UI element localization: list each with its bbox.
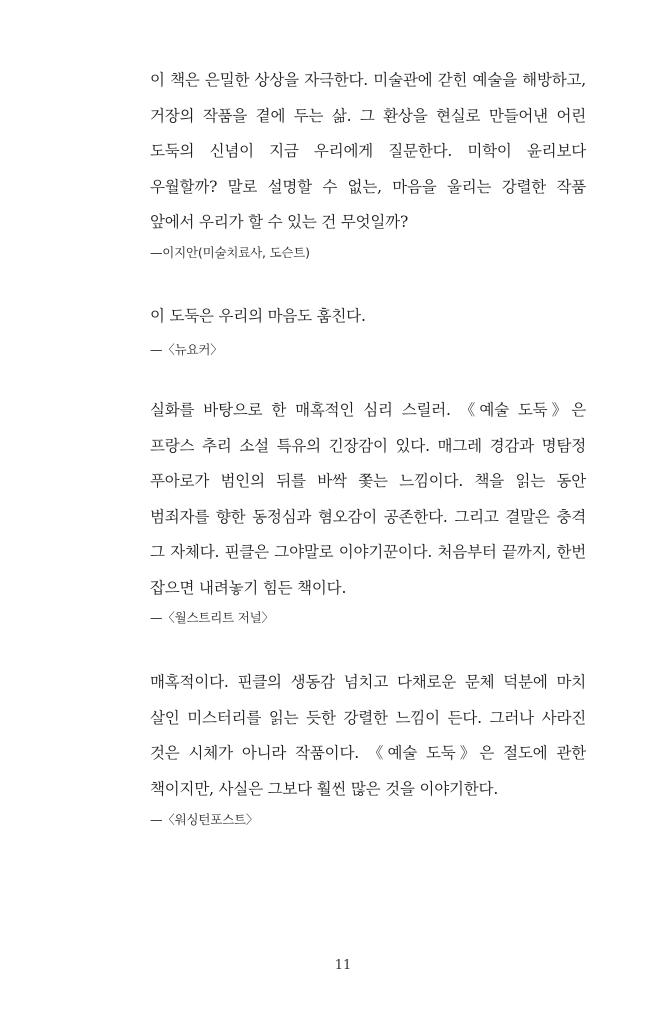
- page-number: 11: [334, 958, 352, 973]
- review-block: [150, 665, 586, 829]
- review-attribution: —〈워싱턴포스트〉: [150, 812, 259, 827]
- review-quote: 실화를 바탕으로 한 매혹적인 심리 스릴러. 《예술 도둑》은 프랑스 추리 소설 특유의 긴장감이 있다. 매그레 경감과 명탐정 푸아로가 범인의 뒤를 바싹 쫓는 느낌이다. 책을 읽는 동안 범죄자를 향한 동정심과 혐오감이 공존한다. 그리고 결말은 충격 그 자체다. 핀클은 그야말로 이야기꾼이다. 처음부터 끝까지, 한번 잡으면 내려놓기 힘든 책이다.: [150, 401, 586, 597]
- review-attribution: —이지안(미술치료사, 도슨트): [150, 244, 310, 260]
- review-attribution: —〈월스트리트 저널〉: [150, 610, 274, 625]
- review-attribution: —〈뉴요커〉: [150, 341, 223, 357]
- review-quote: 이 도둑은 우리의 마음도 훔친다.: [150, 307, 366, 325]
- review-block: [150, 299, 586, 359]
- review-quote: 매혹적이다. 핀클의 생동감 넘치고 다채로운 문체 덕분에 마치 살인 미스터리를 읽는 듯한 강렬한 느낌이 든다. 그러나 사라진 것은 시체가 아니라 작품이다. 《예술 도둑》은 절도에 관한 책이지만, 사실은 그보다 훨씬 많은 것을 이야기한다.: [150, 673, 586, 798]
- review-quote: 이 책은 은밀한 상상을 자극한다. 미술관에 갇힌 예술을 해방하고, 거장의 작품을 곁에 두는 삶. 그 환상을 현실로 만들어낸 어린 도둑의 신념이 지금 우리에게 질문한다. 미학이 윤리보다 우월할까? 말로 설명할 수 없는, 마음을 울리는 강렬한 작품 앞에서 우리가 할 수 있는 건 무엇일까?: [150, 71, 586, 231]
- review-block: [150, 63, 586, 262]
- review-block: [150, 393, 586, 627]
